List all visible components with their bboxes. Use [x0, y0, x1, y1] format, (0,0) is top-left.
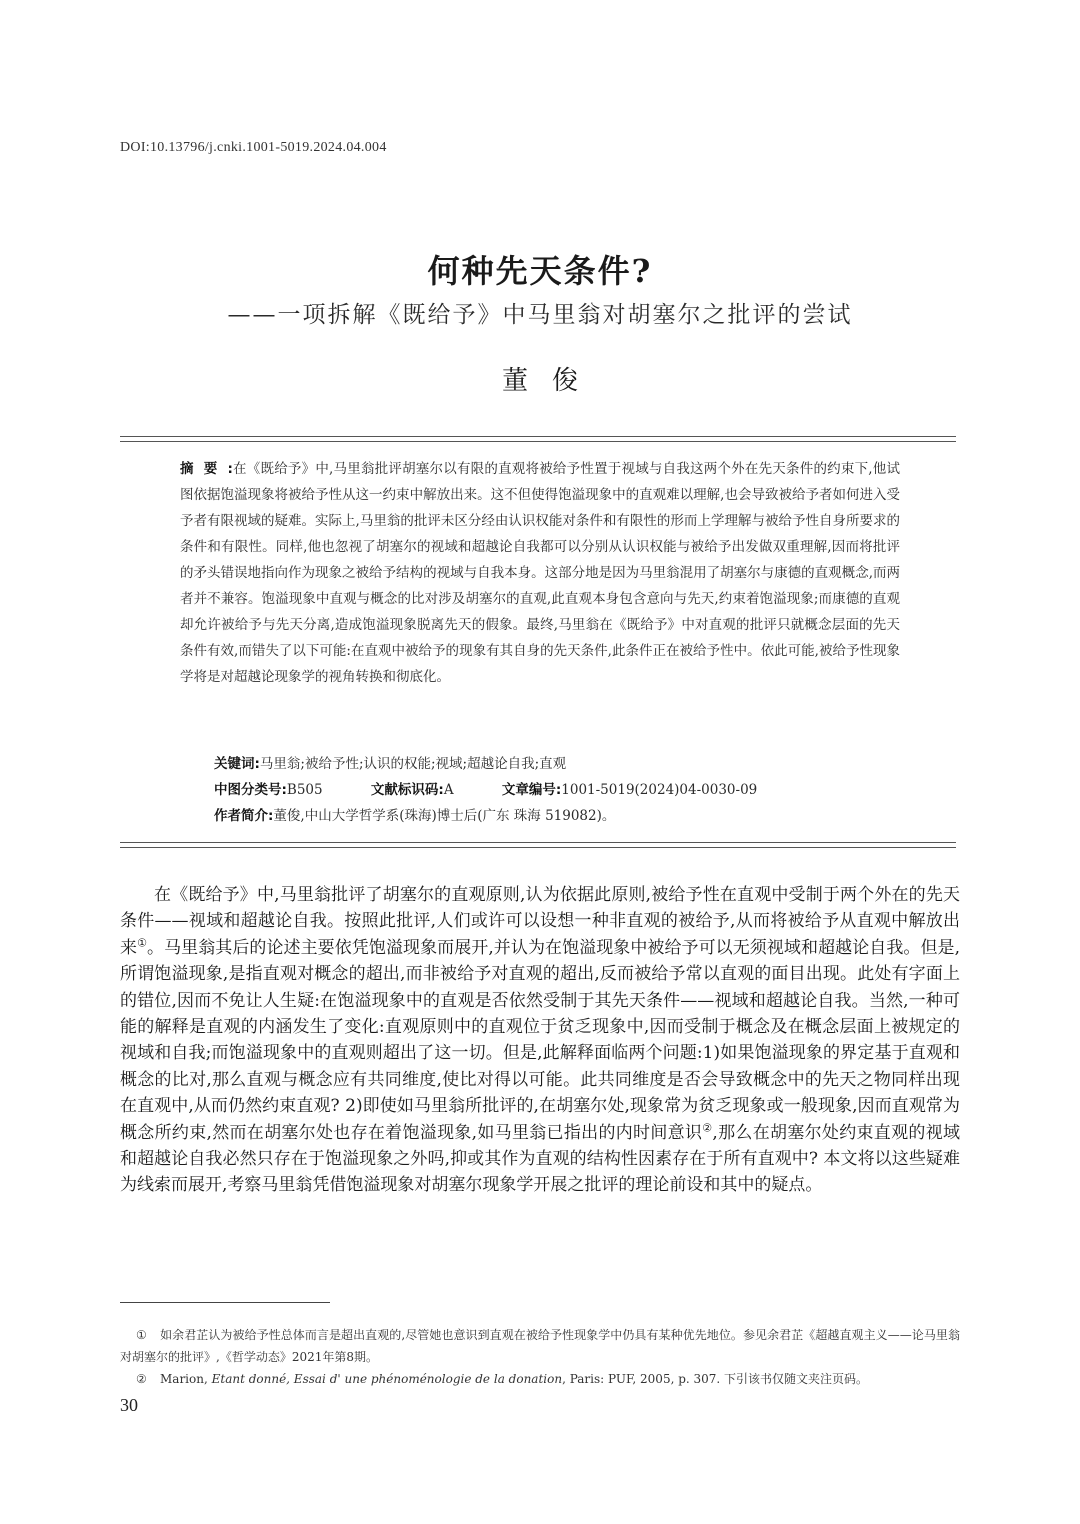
footnote-ref-1[interactable]: ① [137, 936, 148, 950]
footnote-text: Marion, [160, 1372, 212, 1386]
article-no-value: 1001-5019(2024)04-0030-09 [561, 782, 758, 798]
body-text-part-2: 。马里翁其后的论述主要依凭饱溢现象而展开,并认为在饱溢现象中被给予可以无须视域和超越论自我。但是,所谓饱溢现象,是指直观对概念的超出,而非被给予对直观的超出,反而被给予常以直观的面目出现。此处有字面上的错位,因而不免让人生疑:在饱溢现象中的直观是否依然受制于其先天条件——视域和超越论自我。当然,一种可能的解释是直观的内涵发生了变化:直观原则中的直观位于贫乏现象中,因而受制于概念及在概念层面上被规定的视域和自我;而饱溢现象中的直观则超出了这一切。但是,此解释面临两个问题:1)如果饱溢现象的界定基于直观和概念的比对,那么直观与概念应有共同维度,使比对得以可能。此共同维度是否会导致概念中的先天之物同样出现在直观中,从而仍然约束直观? 2)即使如马里翁所批评的,在胡塞尔处,现象常为贫乏现象或一般现象,因而直观常为概念所约束,然而在胡塞尔处也存在着饱溢现象,如马里翁已指出的内时间意识 [120, 937, 961, 1143]
abstract-top-divider [120, 436, 956, 442]
doc-code-value: A [443, 782, 454, 798]
author-bio-line: 作者简介:董俊,中山大学哲学系(珠海)博士后(广东 珠海 519082)。 [214, 808, 616, 824]
page-number: 30 [120, 1395, 138, 1415]
footnote-2 [120, 1368, 960, 1390]
footnote-text: 如余君芷认为被给予性总体而言是超出直观的,尽管她也意识到直观在被给予性现象学中仍具有某种优先地位。参见余君芷《超越直观主义——论马里翁对胡塞尔的批评》,《哲学动态》2021年第8期。 [120, 1328, 960, 1364]
abstract-text: 在《既给予》中,马里翁批评胡塞尔以有限的直观将被给予性置于视域与自我这两个外在先天条件的约束下,他试图依据饱溢现象将被给予性从这一约束中解放出来。这不但使得饱溢现象中的直观难以理解,也会导致被给予者如何进入受予者有限视域的疑难。实际上,马里翁的批评未区分经由认识权能对条件和有限性的形而上学理解与被给予性自身所要求的条件和有限性。同样,他也忽视了胡塞尔的视域和超越论自我都可以分别从认识权能与被给予出发做双重理解,因而将批评的矛头错误地指向作为现象之被给予结构的视域与自我本身。这部分地是因为马里翁混用了胡塞尔与康德的直观概念,而两者并不兼容。饱溢现象中直观与概念的比对涉及胡塞尔的直观,此直观本身包含意向与先天,约束着饱溢现象;而康德的直观却允许被给予与先天分离,造成饱溢现象脱离先天的假象。最终,马里翁在《既给予》中对直观的批评只就概念层面的先天条件有效,而错失了以下可能:在直观中被给予的现象有其自身的先天条件,此条件正在被给予性中。依此可能,被给予性现象学将是对超越论现象学的视角转换和彻底化。 [180, 461, 901, 685]
footnote-divider [120, 1302, 330, 1303]
body-text-part-1: 在《既给予》中,马里翁批评了胡塞尔的直观原则,认为依据此原则,被给予性在直观中受制于两个外在的先天条件——视域和超越论自我。按照此批评,人们或许可以设想一种非直观的被给予,从而将被给予从直观中解放出来 [120, 885, 960, 958]
clc-label: 中图分类号 [214, 782, 282, 798]
body-paragraph [120, 882, 960, 1199]
keywords-label: 关键词 [214, 756, 255, 772]
classification-line: 中图分类号:B505 文献标识码:A 文章编号:1001-5019(2024)04-0030-09 [214, 782, 758, 798]
keywords-line: 关键词:马里翁;被给予性;认识的权能;视域;超越论自我;直观 [214, 756, 567, 772]
abstract-label: 摘要 [180, 461, 228, 477]
keywords-value: 马里翁;被给予性;认识的权能;视域;超越论自我;直观 [259, 756, 567, 772]
abstract-block: 摘要:在《既给予》中,马里翁批评胡塞尔以有限的直观将被给予性置于视域与自我这两个外在先天条件的约束下,他试图依据饱溢现象将被给予性从这一约束中解放出来。这不但使得饱溢现象中的直观难以理解,也会导致被给予者如何进入受予者有限视域的疑难。实际上,马里翁的批评未区分经由认识权能对条件和有限性的形而上学理解与被给予性自身所要求的条件和有限性。同样,他也忽视了胡塞尔的视域和超越论自我都可以分别从认识权能与被给予出发做双重理解,因而将批评的矛头错误地指向作为现象之被给予结构的视域与自我本身。这部分地是因为马里翁混用了胡塞尔与康德的直观概念,而两者并不兼容。饱溢现象中直观与概念的比对涉及胡塞尔的直观,此直观本身包含意向与先天,约束着饱溢现象;而康德的直观却允许被给予与先天分离,造成饱溢现象脱离先天的假象。最终,马里翁在《既给予》中对直观的批评只就概念层面的先天条件有效,而错失了以下可能:在直观中被给予的现象有其自身的先天条件,此条件正在被给予性中。依此可能,被给予性现象学将是对超越论现象学的视角转换和彻底化。 [180, 461, 901, 685]
doc-code-label: 文献标识码 [370, 782, 439, 798]
article-title: 何种先天条件? [427, 252, 653, 290]
clc-value: B505 [286, 782, 323, 798]
footnote-number: ① [136, 1328, 147, 1342]
footnotes [120, 1324, 960, 1416]
article-no-label: 文章编号 [501, 782, 556, 798]
doi-line: DOI:10.13796/j.cnki.1001-5019.2024.04.004 [120, 140, 387, 155]
footnote-ref-2[interactable]: ② [702, 1121, 713, 1134]
abstract-bottom-divider [120, 842, 956, 848]
footnote-1 [120, 1324, 960, 1368]
footnote-text: , Paris: PUF, 2005, p. 307. 下引该书仅随文夹注页码。 [562, 1372, 869, 1386]
body-text-part-3: ,那么在胡塞尔处约束直观的视域和超越论自我必然只存在于饱溢现象之外吗,抑或其作为直观的结构性因素存在于所有直观中? 本文将以这些疑难为线索而展开,考察马里翁凭借饱溢现象对胡塞尔现象学开展之批评的理论前设和其中的疑点。 [120, 1122, 960, 1196]
article-subtitle: ——一项拆解《既给予》中马里翁对胡塞尔之批评的尝试 [227, 302, 853, 328]
bio-value: 董俊,中山大学哲学系(珠海)博士后(广东 珠海 519082)。 [273, 808, 616, 824]
author-name: 董俊 [501, 366, 602, 396]
footnote-number: ② [136, 1372, 147, 1386]
bio-label: 作者简介 [214, 808, 268, 824]
footnote-book-title: Etant donné, Essai d' une phénoménologie de la donation [211, 1372, 563, 1386]
